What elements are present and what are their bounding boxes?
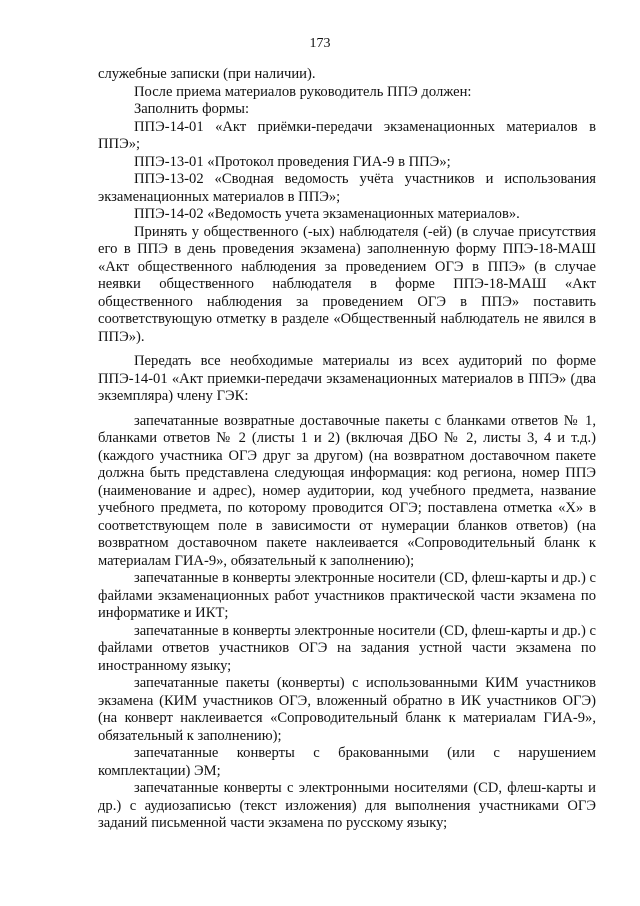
- paragraph-form-14-02: ППЭ-14-02 «Ведомость учета экзаменационных материалов».: [134, 206, 520, 222]
- list-item-informatics-media: запечатанные в конверты электронные носители (CD, флеш-карты и др.) с файлами экзаменационных работ участников практической части экзамена по информатике и ИКТ;: [98, 570, 596, 621]
- paragraph-form-14-01: ППЭ-14-01 «Акт приёмки-передачи экзаменационных материалов в ППЭ»;: [98, 118, 596, 152]
- document-body: [98, 66, 596, 833]
- list-item-defective-envelopes: запечатанные конверты с бракованными (или с нарушением комплектации) ЭМ;: [98, 745, 596, 779]
- paragraph-after-receipt: После приема материалов руководитель ППЭ должен:: [134, 83, 472, 100]
- list-item-kim-packages: запечатанные пакеты (конверты) с использованными КИМ участников экзамена (КИМ участников ОГЭ, вложенный обратно в ИК участников ОГЭ) (на конверт наклеивается «Сопроводительный бланк к материалам ГИА-9», обязательный к заполнению);: [98, 675, 596, 744]
- list-item-return-packages: запечатанные возвратные доставочные пакеты с бланками ответов № 1, бланками ответов № 2 (листы 1 и 2) (включая ДБО № 2, листы 3, 4 и т.д.) (каждого участника ОГЭ друг за другом) (на возвратном доставочном пакете должна быть представлена следующая информация: код региона, номер ППЭ (наименование и адрес), номер аудитории, код учебного предмета, название учебного предмета, по которому проводится ОГЭ; поставлена отметка «Х» в соответствующем поле в зависимости от нумерации бланков ответов) (на возвратном доставочном пакете наклеивается «Сопроводительный бланк к материалам ГИА-9», обязательный к заполнению);: [98, 412, 596, 569]
- paragraph-transfer-materials: Передать все необходимые материалы из всех аудиторий по форме ППЭ-14-01 «Акт приемки-передачи экзаменационных материалов в ППЭ» (два экземпляра) члену ГЭК:: [98, 353, 596, 404]
- page-number: 173: [309, 36, 331, 51]
- paragraph-form-13-01: ППЭ-13-01 «Протокол проведения ГИА-9 в ППЭ»;: [134, 153, 451, 170]
- paragraph-memo: служебные записки (при наличии).: [98, 66, 316, 82]
- paragraph-fill-forms: Заполнить формы:: [134, 101, 250, 117]
- paragraph-form-13-02: ППЭ-13-02 «Сводная ведомость учёта участников и использования экзаменационных материалов в ППЭ»;: [98, 171, 596, 205]
- list-item-language-media: запечатанные в конверты электронные носители (CD, флеш-карты и др.) с файлами ответов участников ОГЭ на задания устной части экзамена по иностранному языку;: [98, 622, 596, 674]
- list-item-audio-media: запечатанные конверты с электронными носителями (CD, флеш-карты и др.) с аудиозаписью (текст изложения) для выполнения участниками ОГЭ заданий письменной части экзамена по русскому языку;: [98, 780, 596, 831]
- paragraph-accept-observer: Принять у общественного (-ых) наблюдателя (-ей) (в случае присутствия его в ППЭ в день проведения экзамена) заполненную форму ППЭ-18-МАШ «Акт общественного наблюдения за проведением ОГЭ в ППЭ» (в случае неявки общественного наблюдателя в форме ППЭ-18-МАШ «Акт общественного наблюдения за проведением ОГЭ в ППЭ» поставить соответствующую отметку в разделе «Общественный наблюдатель не явился в ППЭ»).: [98, 223, 596, 345]
